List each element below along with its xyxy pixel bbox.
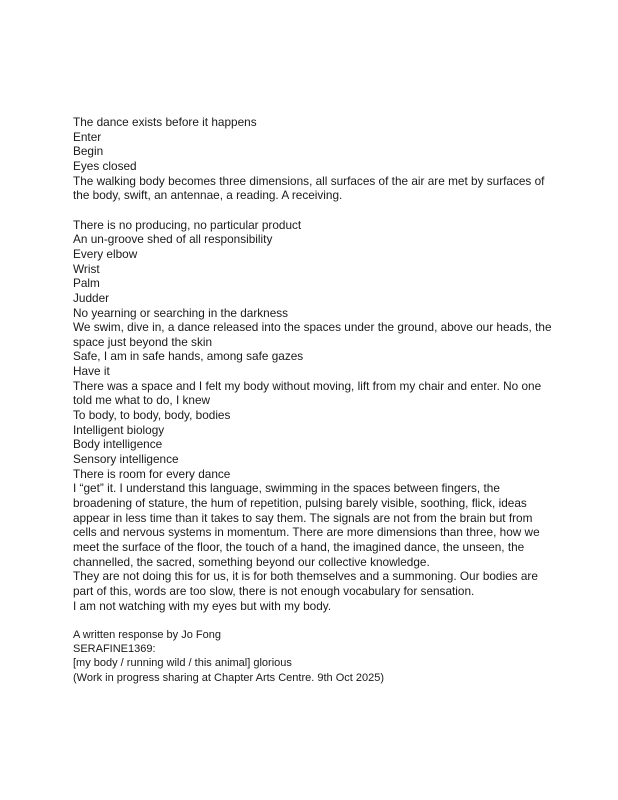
section-2 [73,218,553,614]
paragraph-gap [73,203,553,218]
text-line: Every elbow [73,246,138,261]
text-line: Sensory intelligence [73,452,179,467]
text-line: Body intelligence [73,437,163,452]
work-subtitle: [my body / running wild / this animal] glorious [73,657,292,670]
event-info: (Work in progress sharing at Chapter Arts Centre. 9th Oct 2025) [73,671,384,684]
author-credit: A written response by Jo Fong [73,628,221,641]
text-line: Intelligent biology [73,422,165,437]
text-line: No yearning or searching in the darkness [73,305,289,320]
text-line: I am not watching with my eyes but with my body. [73,598,332,613]
text-line: Eyes closed [73,158,137,173]
text-line: The dance exists before it happens [73,115,257,129]
section-1 [73,115,553,203]
text-line: Begin [73,144,104,159]
text-line: Palm [73,276,100,291]
text-line: Have it [73,364,110,379]
text-line: There is room for every dance [73,466,231,481]
text-line: Judder [73,290,110,305]
credits-block [73,628,553,685]
text-paragraph: We swim, dive in, a dance released into the spaces under the ground, above our heads, the space just beyond the skin [73,320,552,349]
text-paragraph: There was a space and I felt my body without moving, lift from my chair and enter. No one told me what to do, I knew [73,378,542,408]
text-paragraph: They are not doing this for us, it is for both themselves and a summoning. Our bodies are part of this, words are too slow, there is not enough vocabulary for sensation. [73,569,538,598]
document-page [73,115,553,685]
text-line: An un-groove shed of all responsibility [73,232,273,247]
work-title: SERAFINE1369: [73,643,156,656]
text-line: Wrist [73,261,100,276]
text-paragraph: I “get” it. I understand this language, swimming in the spaces between fingers, the broadening of stature, the hum of repetition, pulsing barely visible, soothing, flick, ideas appear in less time than it takes to say them. The signals are not from the brain but from cells and nervous systems in momentum. There are more dimensions than three, how we meet the surface of the floor, the touch of a hand, the imagined dance, the unseen, the channelled, the sacred, something beyond our collective knowledge. [73,481,540,569]
text-line: There is no producing, no particular product [73,217,302,232]
text-line: Safe, I am in safe hands, among safe gazes [73,349,304,364]
text-line: To body, to body, body, bodies [73,408,231,423]
text-paragraph: The walking body becomes three dimensions, all surfaces of the air are met by surfaces of the body, swift, an antennae, a reading. A receiving. [73,173,545,203]
text-line: Enter [73,129,102,144]
poem-body [73,115,553,613]
